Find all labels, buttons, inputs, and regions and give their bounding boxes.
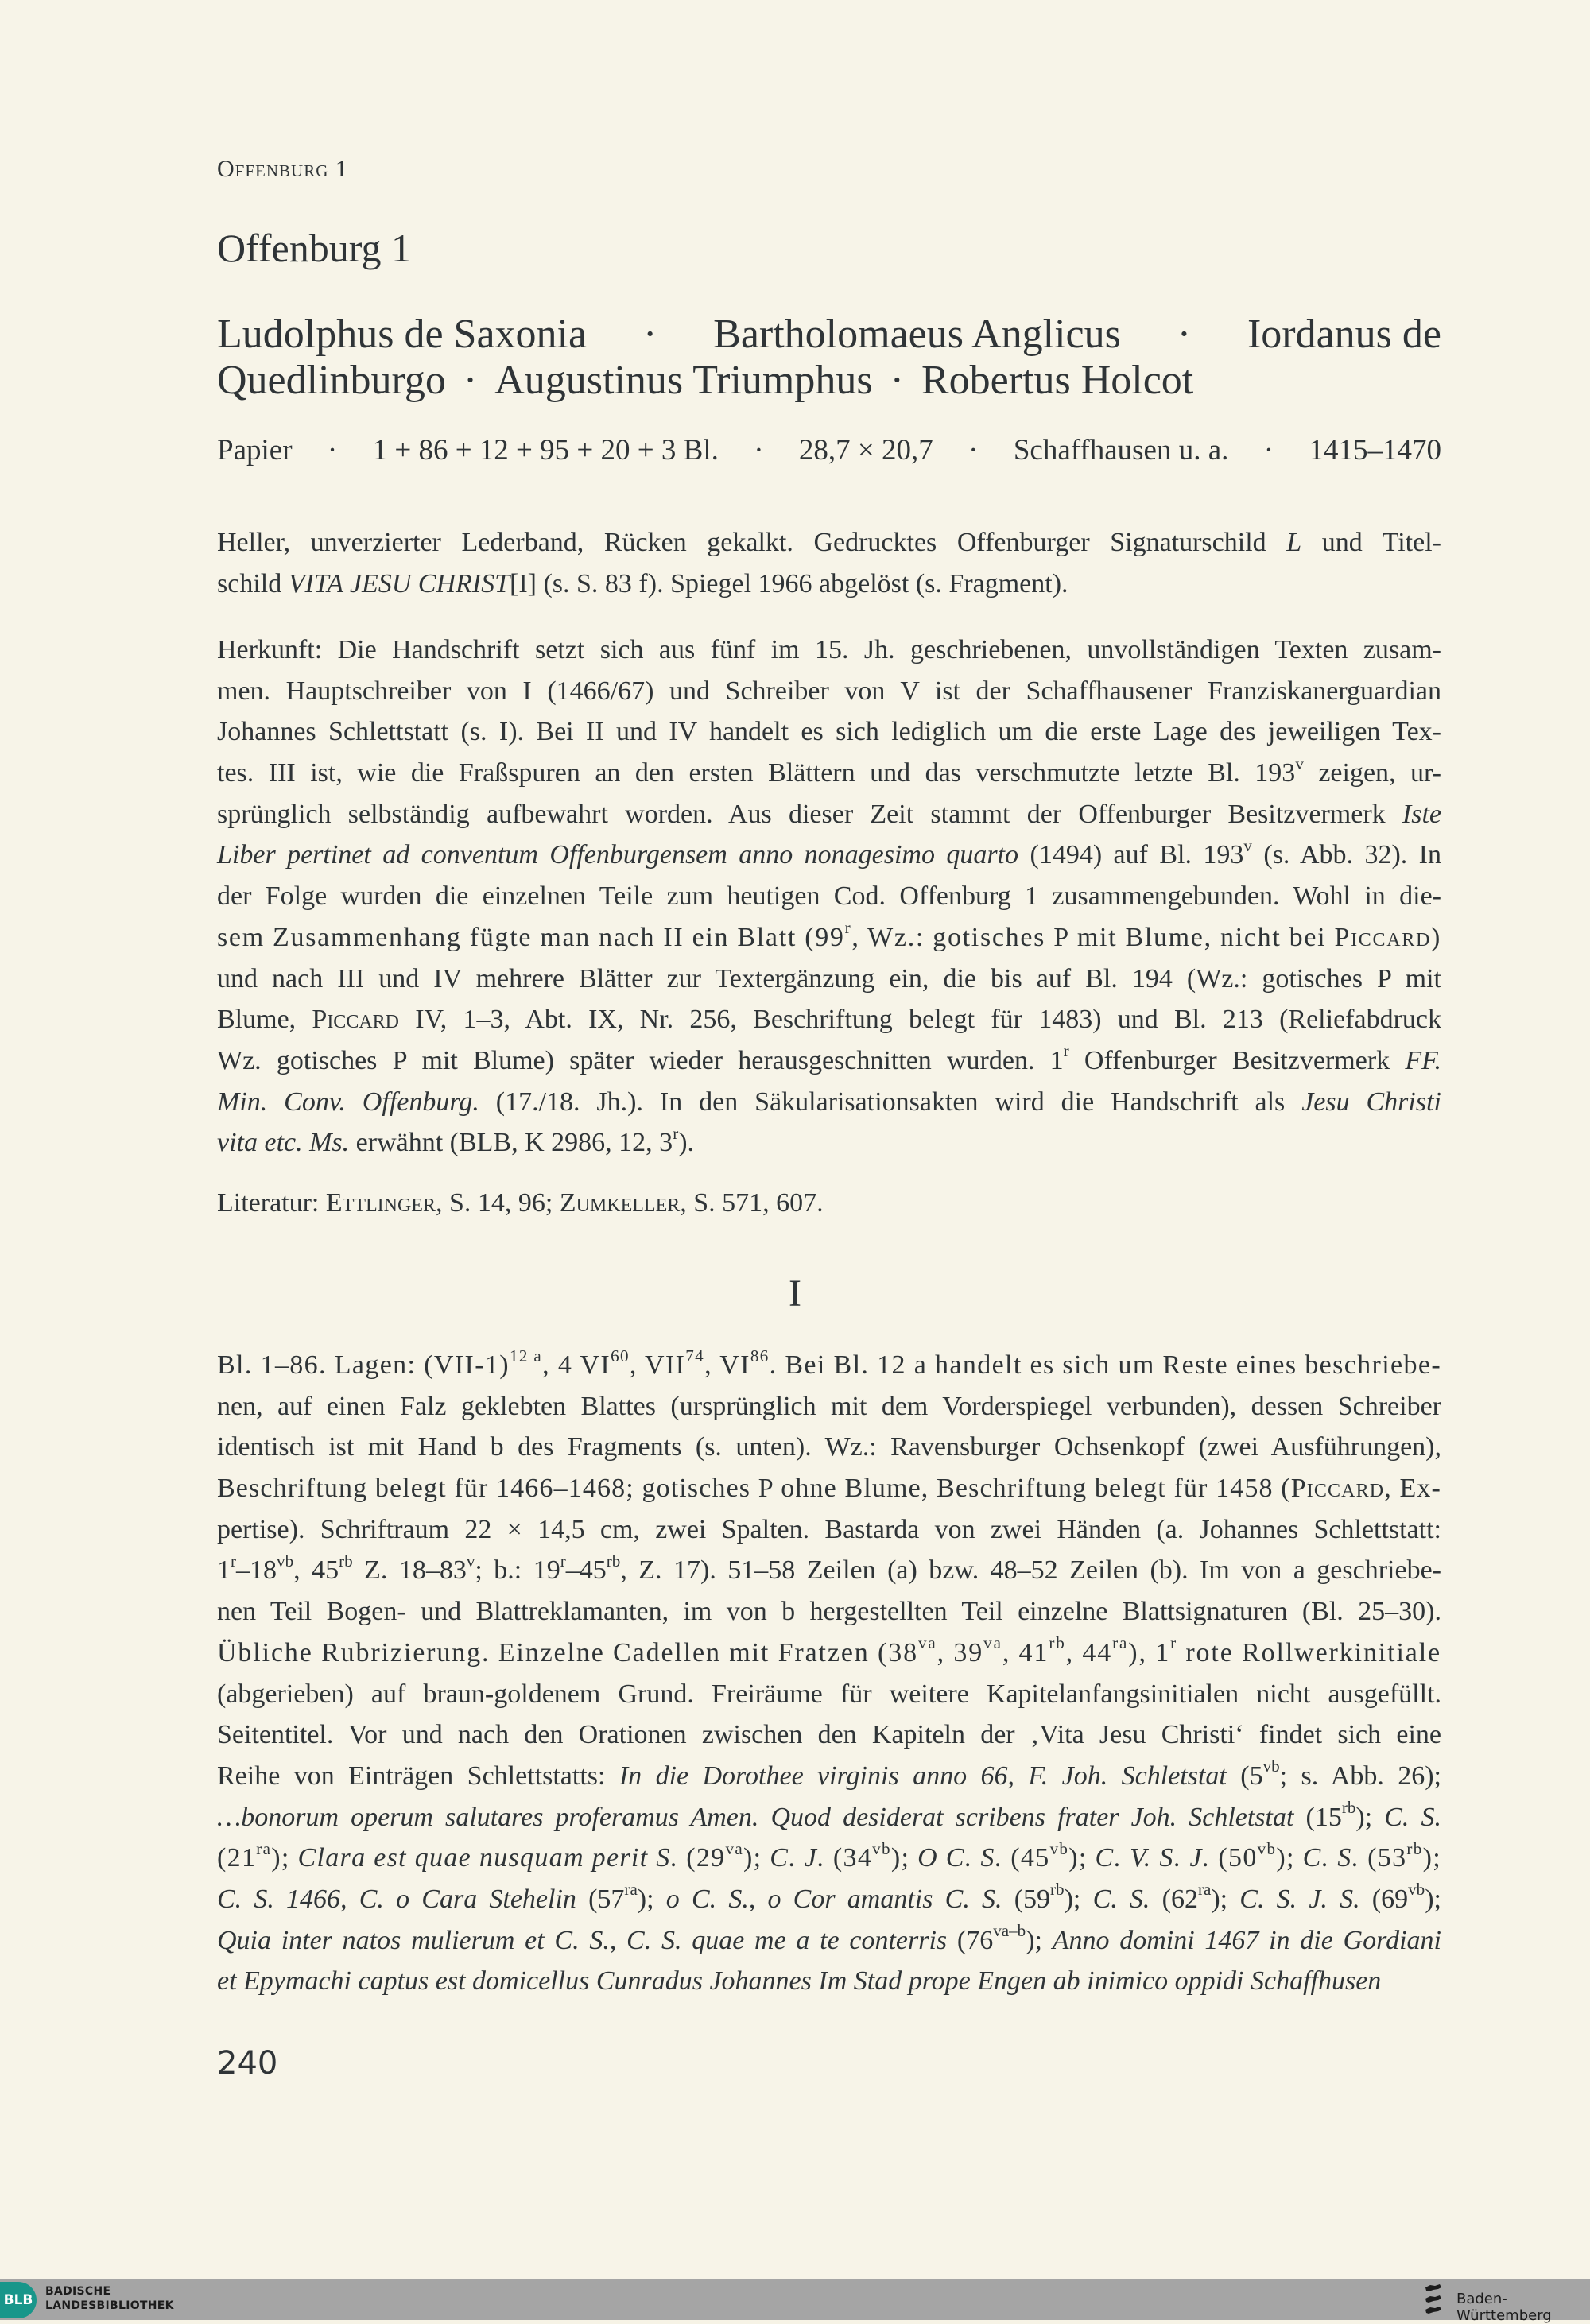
- codicological-summary: [217, 433, 1441, 467]
- text-run: , S. 571, 607.: [680, 1188, 824, 1218]
- text-run: IV, 1–3, Abt. IX, Nr. 256, Beschriftung belegt für 1483) und Bl. 213 (Reliefabdruck: [399, 1005, 1441, 1035]
- text-run: und Titel-: [1301, 528, 1441, 557]
- line-content: [217, 629, 1441, 671]
- italic-quotation: Jesu Christi: [1301, 1086, 1441, 1117]
- text-line: [217, 1961, 1441, 2002]
- text-line: [217, 522, 1441, 564]
- folio-superscript: 86: [750, 1346, 770, 1365]
- page-number: 240: [217, 2045, 278, 2082]
- blb-logo-text[interactable]: [45, 2284, 174, 2313]
- text-line: [217, 1879, 1441, 1920]
- small-caps-author: Piccard: [1290, 1474, 1385, 1504]
- text-run: (34: [825, 1843, 873, 1873]
- text-run: (abgerieben) auf braun-goldenem Grund. Freiräume für weitere Kapitelanfangsinitialen nicht ausgefüllt.: [217, 1679, 1441, 1709]
- text-line: [217, 564, 1441, 605]
- text-line: [217, 917, 1441, 959]
- text-run: (57: [576, 1884, 625, 1914]
- text-run: (50: [1210, 1843, 1258, 1873]
- text-run: );: [743, 1843, 770, 1873]
- line-content: [217, 564, 1068, 605]
- author-name: Ludolphus de Saxonia: [217, 312, 588, 357]
- binding-description: [217, 522, 1441, 604]
- folio-superscript: va: [983, 1633, 1002, 1653]
- folio-superscript: rb: [1050, 1880, 1065, 1900]
- folio-superscript: rb: [1406, 1838, 1423, 1858]
- text-line: [217, 876, 1441, 917]
- text-line: [217, 1591, 1441, 1633]
- line-content: [217, 917, 1441, 959]
- italic-quotation: vita etc. Ms.: [217, 1128, 350, 1158]
- text-run: );: [637, 1884, 666, 1914]
- line-content: [217, 1714, 1441, 1756]
- folio-superscript: rb: [1341, 1798, 1356, 1818]
- running-head-number: 1: [328, 156, 348, 182]
- text-line: [217, 1427, 1441, 1468]
- line-content: [217, 522, 1441, 564]
- three-lions-coat-of-arms-icon: [1424, 2283, 1443, 2318]
- italic-quotation: Min. Conv. Offenburg.: [217, 1086, 479, 1117]
- folio-superscript: ra: [1197, 1880, 1212, 1900]
- text-run: (53: [1359, 1843, 1407, 1873]
- line-content: [217, 1122, 694, 1164]
- text-run: (1494) auf Bl. 193: [1018, 840, 1244, 870]
- text-line: [217, 794, 1441, 835]
- line-content: [217, 1427, 1441, 1468]
- text-run: );: [890, 1843, 918, 1873]
- text-line: [217, 711, 1441, 753]
- text-line: [217, 1040, 1441, 1082]
- text-run: );: [1425, 1884, 1441, 1914]
- text-run: Wz. gotisches P mit Blume) später wieder herausgeschnitten wurden. 1: [217, 1045, 1064, 1075]
- text-run: , Ex-: [1384, 1474, 1442, 1504]
- text-run: sprünglich selbständig aufbewahrt worden. Aus dieser Zeit stammt der Offenburger Besitzvermerk: [217, 799, 1402, 829]
- provenance-paragraph: [217, 629, 1441, 1164]
- text-line: [217, 1468, 1441, 1509]
- italic-quotation: C. J.: [770, 1843, 826, 1873]
- folio-superscript: vb: [1408, 1880, 1425, 1900]
- text-run: (69: [1359, 1884, 1409, 1914]
- text-run: , Z. 17). 51–58 Zeilen (a) bzw. 48–52 Zeilen (b). Im von a geschriebe-: [620, 1555, 1441, 1586]
- italic-quotation: Quia inter natos mulierum et C. S., C. S. quae me a te conterris: [217, 1925, 948, 1955]
- text-run: (5: [1226, 1760, 1263, 1791]
- line-content: [217, 835, 1441, 876]
- meta-item: 28,7 × 20,7: [798, 434, 933, 467]
- blb-logo-line-2: LANDESBIBLIOTHEK: [45, 2299, 174, 2312]
- meta-item: Papier: [217, 434, 293, 467]
- text-line: [217, 1756, 1441, 1797]
- small-caps-author: Piccard: [1334, 922, 1431, 952]
- text-line: [217, 999, 1441, 1040]
- text-line: [217, 753, 1441, 794]
- folio-superscript: r: [1063, 1041, 1069, 1061]
- text-run: ; s. Abb. 26);: [1279, 1760, 1441, 1791]
- folio-superscript: r: [673, 1123, 679, 1143]
- meta-item: Schaffhausen u. a.: [1013, 434, 1229, 467]
- separator-dot: ·: [1263, 434, 1274, 467]
- text-run: und nach III und IV mehrere Blätter zur Textergänzung ein, die bis auf Bl. 194 (Wz.: gotisches P mit: [217, 963, 1441, 994]
- line-content: [217, 1838, 1441, 1879]
- text-run: Beschriftung belegt für 1466–1468; gotisches P ohne Blume, Beschriftung belegt für 1458 (: [217, 1474, 1291, 1504]
- folio-superscript: 74: [685, 1346, 705, 1365]
- text-run: Seitentitel. Vor und nach den Orationen zwischen den Kapiteln der ‚Vita Jesu Christi‘ findet sich eine: [217, 1720, 1441, 1750]
- line-content: [217, 1591, 1441, 1633]
- italic-quotation: …bonorum operum salutares proferamus Amen. Quod desiderat scribens frater Joh. Schletstat: [217, 1802, 1294, 1832]
- text-run: nen, auf einen Falz geklebten Blattes (ursprünglich mit dem Vorderspiegel verbunden), dessen Schreiber: [217, 1391, 1441, 1421]
- text-run: Z. 18–83: [352, 1555, 467, 1586]
- text-run: (59: [1002, 1884, 1051, 1914]
- text-run: , VI: [704, 1350, 750, 1380]
- text-run: ).: [678, 1128, 695, 1158]
- line-content: [217, 999, 1441, 1040]
- line-content: [217, 753, 1441, 794]
- text-run: nen Teil Bogen- und Blattreklamanten, im von b hergestellten Teil einzelne Blattsignaturen (Bl. 25–30).: [217, 1597, 1441, 1627]
- folio-superscript: ra: [624, 1880, 638, 1900]
- text-run: pertise). Schriftraum 22 × 14,5 cm, zwei Spalten. Bastarda von zwei Händen (a. Johannes Schlettstatt:: [217, 1514, 1441, 1544]
- text-run: (s. Abb. 32). In: [1251, 840, 1441, 870]
- line-content: [217, 1879, 1441, 1920]
- text-line: [217, 1797, 1441, 1838]
- italic-quotation: o C. S., o Cor amantis C. S.: [665, 1884, 1002, 1914]
- folio-superscript: 60: [611, 1346, 630, 1365]
- folio-superscript: va: [918, 1633, 937, 1653]
- text-run: );: [1355, 1802, 1385, 1832]
- text-line: [217, 1714, 1441, 1756]
- italic-quotation: FF.: [1405, 1045, 1441, 1075]
- text-run: , 45: [293, 1555, 339, 1586]
- text-run: erwähnt (BLB, K 2986, 12, 3: [349, 1128, 673, 1158]
- line-content: [217, 1674, 1441, 1715]
- text-run: Johannes Schlettstatt (s. I). Bei II und IV handelt es sich lediglich um die erste Lage des jeweiligen Tex-: [217, 717, 1441, 747]
- text-run: (21: [217, 1843, 257, 1873]
- text-run: , 39: [937, 1637, 984, 1667]
- section-I-description: [217, 1345, 1441, 2002]
- line-content: [217, 1386, 1441, 1427]
- text-line: [217, 629, 1441, 671]
- italic-quotation: et Epymachi captus est domicellus Cunradus Johannes Im Stad prope Engen ab inimico oppidi Schaffhusen: [217, 1966, 1382, 1997]
- text-run: );: [1064, 1884, 1093, 1914]
- italic-quotation: C. S.: [1384, 1802, 1441, 1832]
- folio-superscript: r: [844, 918, 852, 938]
- italic-quotation: C. S. 1466, C. o Cara Stehelin: [217, 1884, 576, 1914]
- text-run: , S. 14, 96;: [435, 1188, 560, 1218]
- text-line: [217, 1122, 1441, 1164]
- running-head-rest: ffenburg: [235, 156, 329, 182]
- text-run: schild: [217, 568, 289, 598]
- document-title: Offenburg 1: [217, 226, 411, 270]
- folio-superscript: rb: [1049, 1633, 1066, 1653]
- line-content: [217, 876, 1441, 917]
- folio-superscript: vb: [1049, 1838, 1069, 1858]
- text-line: [217, 1838, 1441, 1879]
- italic-quotation: Iste: [1402, 799, 1441, 829]
- italic-quotation: C. V. S. J.: [1095, 1843, 1211, 1873]
- text-run: );: [1068, 1843, 1096, 1873]
- italic-quotation: Clara est quae nusquam perit S.: [297, 1843, 679, 1873]
- text-run: );: [271, 1843, 298, 1873]
- text-run: ), 1: [1128, 1637, 1171, 1667]
- text-run: Heller, unverzierter Lederband, Rücken gekalkt. Gedrucktes Offenburger Signaturschild: [217, 528, 1287, 557]
- folio-superscript: rb: [339, 1551, 353, 1571]
- text-run: (62: [1150, 1884, 1198, 1914]
- line-content: [217, 959, 1441, 1000]
- author-name: Quedlinburgo: [217, 358, 446, 403]
- line-content: [217, 1509, 1441, 1551]
- footer-bar: [0, 2279, 1590, 2324]
- separator-dot: ·: [890, 358, 904, 403]
- text-run: );: [1211, 1884, 1240, 1914]
- text-line: [217, 1920, 1441, 1962]
- text-line: [217, 1345, 1441, 1386]
- text-line: [217, 835, 1441, 876]
- folio-superscript: r: [1170, 1633, 1177, 1653]
- work-title: [217, 312, 1441, 404]
- line-content: [217, 671, 1441, 712]
- text-run: Herkunft: Die Handschrift setzt sich aus fünf im 15. Jh. geschriebenen, unvollständigen Texten zusam-: [217, 635, 1441, 664]
- text-run: der Folge wurden die einzelnen Teile zum heutigen Cod. Offenburg 1 zusammengebunden. Wohl in die-: [217, 881, 1441, 912]
- separator-dot: ·: [642, 312, 657, 357]
- text-run: [I] (s. S. 83 f). Spiegel 1966 abgelöst (s. Fragment).: [510, 568, 1068, 598]
- text-run: identisch ist mit Hand b des Fragments (s. unten). Wz.: Ravensburger Ochsenkopf (zwei Ausführungen),: [217, 1432, 1441, 1462]
- text-run: );: [1026, 1925, 1053, 1955]
- text-run: sem Zusammenhang fügte man nach II ein Blatt (99: [217, 922, 845, 952]
- text-run: Übliche Rubrizierung. Einzelne Cadellen mit Fratzen (38: [217, 1637, 918, 1667]
- line-content: [217, 1756, 1441, 1797]
- folio-superscript: 12 a: [509, 1346, 543, 1365]
- folio-superscript: r: [231, 1551, 237, 1571]
- text-run: –45: [565, 1555, 607, 1586]
- separator-dot: ·: [327, 434, 338, 467]
- text-run: (29: [678, 1843, 726, 1873]
- text-line: [217, 671, 1441, 712]
- text-run: men. Hauptschreiber von I (1466/67) und Schreiber von V ist der Schaffhausener Franziskanerguardian: [217, 676, 1441, 706]
- folio-superscript: v: [1243, 835, 1252, 855]
- text-run: –18: [236, 1555, 277, 1586]
- line-content: [217, 794, 1441, 835]
- text-run: Reihe von Einträgen Schlettstatts:: [217, 1760, 619, 1791]
- literature-paragraph: [217, 1183, 1441, 1224]
- italic-quotation: L: [1286, 528, 1302, 557]
- small-caps-author: Ettlinger: [325, 1188, 436, 1218]
- author-name: Robertus Holcot: [921, 358, 1194, 403]
- separator-dot: ·: [463, 358, 478, 403]
- italic-quotation: C. S.: [1092, 1884, 1150, 1914]
- text-run: , 4 VI: [542, 1350, 611, 1380]
- folio-superscript: v: [1295, 753, 1304, 773]
- italic-quotation: Liber pertinet ad conventum Offenburgensem anno nonagesimo quarto: [217, 840, 1019, 870]
- folio-superscript: vb: [277, 1551, 294, 1571]
- folio-superscript: ra: [1112, 1633, 1129, 1653]
- folio-superscript: ra: [256, 1838, 272, 1858]
- text-line: [217, 1674, 1441, 1715]
- text-run: );: [1422, 1843, 1441, 1873]
- running-head-initial: O: [217, 156, 235, 182]
- separator-dot: ·: [1177, 312, 1192, 357]
- line-content: [217, 1550, 1441, 1591]
- text-line: [217, 1183, 1441, 1224]
- text-run: Bl. 1–86. Lagen: (VII-1): [217, 1350, 510, 1380]
- separator-dot: ·: [968, 434, 979, 467]
- running-head: [217, 156, 348, 183]
- line-content: [217, 1345, 1441, 1386]
- line-content: [217, 1468, 1441, 1509]
- line-content: [217, 1961, 1381, 2002]
- author-name: Augustinus Triumphus: [494, 358, 873, 403]
- folio-superscript: va: [725, 1838, 743, 1858]
- italic-quotation: In die Dorothee virginis anno 66, F. Joh. Schletstat: [619, 1760, 1227, 1791]
- work-title-line-2: [217, 358, 1441, 404]
- text-line: [217, 1550, 1441, 1591]
- folio-superscript: vb: [872, 1838, 891, 1858]
- folio-superscript: r: [560, 1551, 566, 1571]
- baden-wuerttemberg-logo-text[interactable]: Baden-Württemberg: [1456, 2291, 1552, 2324]
- text-run: Literatur:: [217, 1188, 326, 1218]
- small-caps-author: Piccard: [312, 1005, 399, 1035]
- italic-quotation: VITA JESU CHRIST: [288, 568, 510, 598]
- folio-superscript: vb: [1262, 1757, 1280, 1776]
- line-content: [217, 1920, 1441, 1962]
- italic-quotation: C. S.: [1302, 1843, 1360, 1873]
- text-run: Blume,: [217, 1005, 312, 1035]
- text-run: rote Rollwerkinitiale: [1177, 1637, 1442, 1667]
- section-heading: I: [789, 1272, 801, 1315]
- text-line: [217, 1509, 1441, 1551]
- line-content: [217, 711, 1441, 753]
- line-content: [217, 1040, 1441, 1082]
- text-run: 1: [217, 1555, 231, 1586]
- text-run: . Bei Bl. 12 a handelt es sich um Reste eines beschriebe-: [769, 1350, 1442, 1380]
- line-content: [217, 1082, 1441, 1123]
- line-content: [217, 1797, 1441, 1838]
- meta-item: 1415–1470: [1309, 434, 1441, 467]
- text-run: Offenburger Besitzvermerk: [1068, 1045, 1406, 1075]
- text-line: [217, 1633, 1441, 1674]
- folio-superscript: vb: [1257, 1838, 1277, 1858]
- text-run: , VII: [629, 1350, 686, 1380]
- blb-logo-icon[interactable]: BLB: [0, 2282, 37, 2318]
- text-run: (15: [1293, 1802, 1342, 1832]
- text-run: (45: [1002, 1843, 1050, 1873]
- work-title-line-1: [217, 312, 1441, 358]
- italic-quotation: C. S. J. S.: [1239, 1884, 1360, 1914]
- text-run: , 44: [1065, 1637, 1113, 1667]
- folio-superscript: rb: [606, 1551, 621, 1571]
- text-line: [217, 1082, 1441, 1123]
- folio-superscript: va–b: [993, 1921, 1026, 1941]
- text-run: tes. III ist, wie die Fraßspuren an den ersten Blättern und das verschmutzte letzte Bl. 193: [217, 758, 1296, 788]
- line-content: [217, 1633, 1441, 1674]
- blb-logo-line-1: BADISCHE: [45, 2285, 111, 2298]
- text-run: (76: [947, 1925, 994, 1955]
- text-line: [217, 959, 1441, 1000]
- separator-dot: ·: [754, 434, 764, 467]
- italic-quotation: O C. S.: [917, 1843, 1003, 1873]
- text-run: ; b.: 19: [475, 1555, 560, 1586]
- small-caps-author: Zumkeller: [559, 1188, 681, 1218]
- text-run: , 41: [1002, 1637, 1049, 1667]
- author-name: Bartholomaeus Anglicus: [713, 312, 1121, 357]
- text-run: );: [1276, 1843, 1303, 1873]
- author-name: Iordanus de: [1247, 312, 1441, 357]
- text-run: zeigen, ur-: [1303, 758, 1441, 788]
- text-run: ): [1430, 922, 1442, 952]
- line-content: [217, 1183, 824, 1224]
- italic-quotation: Anno domini 1467 in die Gordiani: [1052, 1925, 1441, 1955]
- text-run: (17./18. Jh.). In den Säkularisationsakten wird die Handschrift als: [479, 1086, 1302, 1117]
- folio-superscript: v: [466, 1551, 475, 1571]
- text-line: [217, 1386, 1441, 1427]
- text-run: , Wz.: gotisches P mit Blume, nicht bei: [851, 922, 1335, 952]
- meta-item: 1 + 86 + 12 + 95 + 20 + 3 Bl.: [372, 434, 719, 467]
